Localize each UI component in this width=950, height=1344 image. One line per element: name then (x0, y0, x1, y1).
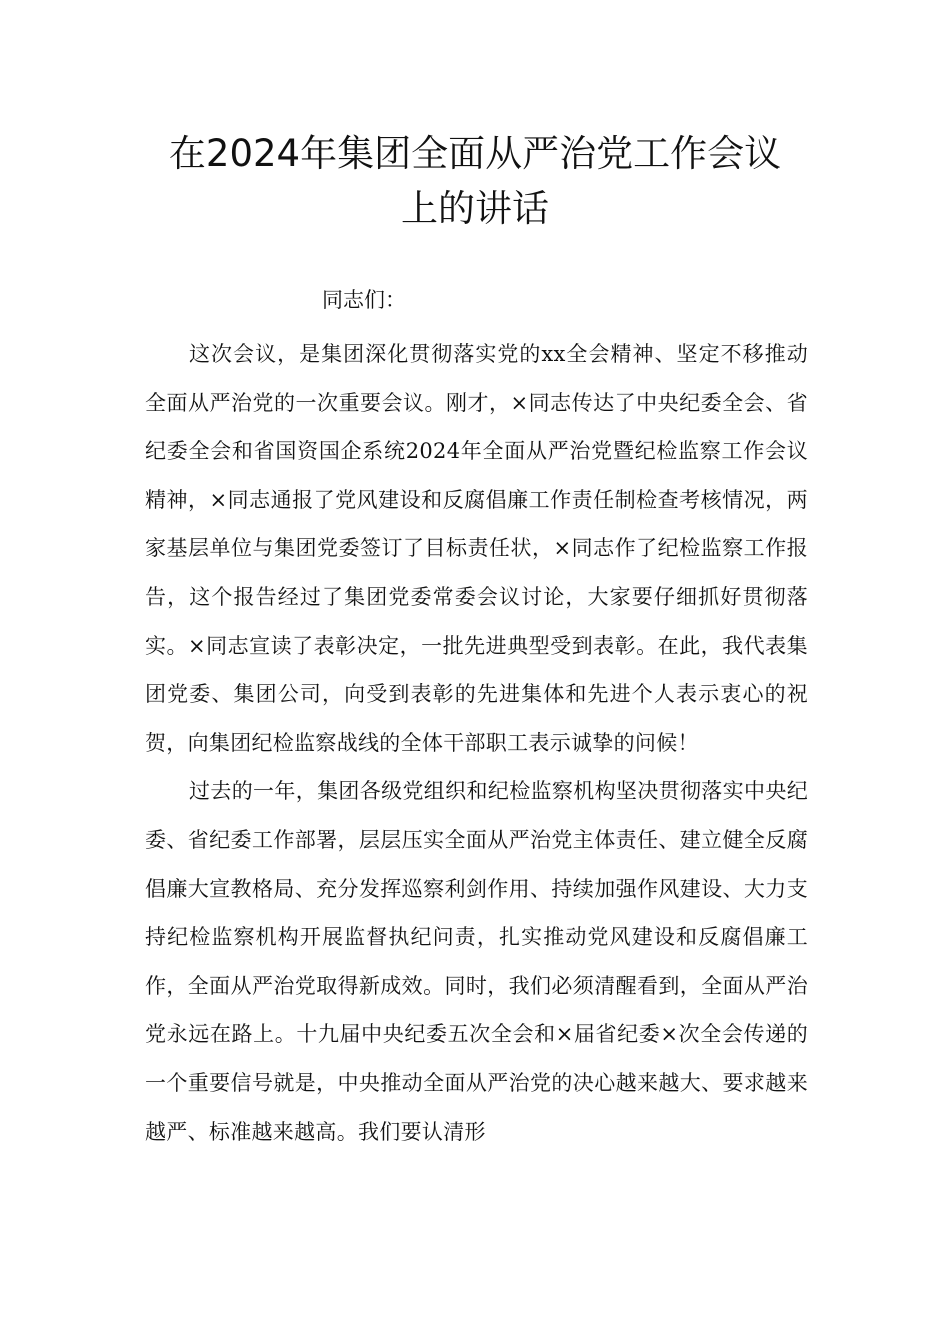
salutation: 同志们： (322, 288, 406, 312)
paragraph-1: 这次会议，是集团深化贯彻落实党的xx全会精神、坚定不移推动全面从严治党的一次重要会议。刚才，×同志传达了中央纪委全会、省纪委全会和省国资国企系统2024年全面从严治党暨纪检监察工作会议精神，×同志通报了党风建设和反腐倡廉工作责任制检查考核情况，两家基层单位与集团党委签订了目标责任状，×同志作了纪检监察工作报告，这个报告经过了集团党委常委会议讨论，大家要仔细抓好贯彻落实。×同志宣读了表彰决定，一批先进典型受到表彰。在此，我代表集团党委、集团公司，向受到表彰的先进集体和先进个人表示衷心的祝贺，向集团纪检监察战线的全体干部职工表示诚挚的问候！ (145, 342, 808, 755)
document-title (140, 126, 810, 236)
document-body (145, 330, 808, 1156)
title-line-2: 上的讲话 (401, 187, 549, 230)
title-line-1: 在2024年集团全面从严治党工作会议 (168, 132, 782, 175)
paragraph-2: 过去的一年，集团各级党组织和纪检监察机构坚决贯彻落实中央纪委、省纪委工作部署，层层压实全面从严治党主体责任、建立健全反腐倡廉大宣教格局、充分发挥巡察利剑作用、持续加强作风建设、大力支持纪检监察机构开展监督执纪问责，扎实推动党风建设和反腐倡廉工作，全面从严治党取得新成效。同时，我们必须清醒看到，全面从严治党永远在路上。十九届中央纪委五次全会和×届省纪委×次全会传递的一个重要信号就是，中央推动全面从严治党的决心越来越大、要求越来越严、标准越来越高。我们要认清形 (145, 779, 808, 1144)
